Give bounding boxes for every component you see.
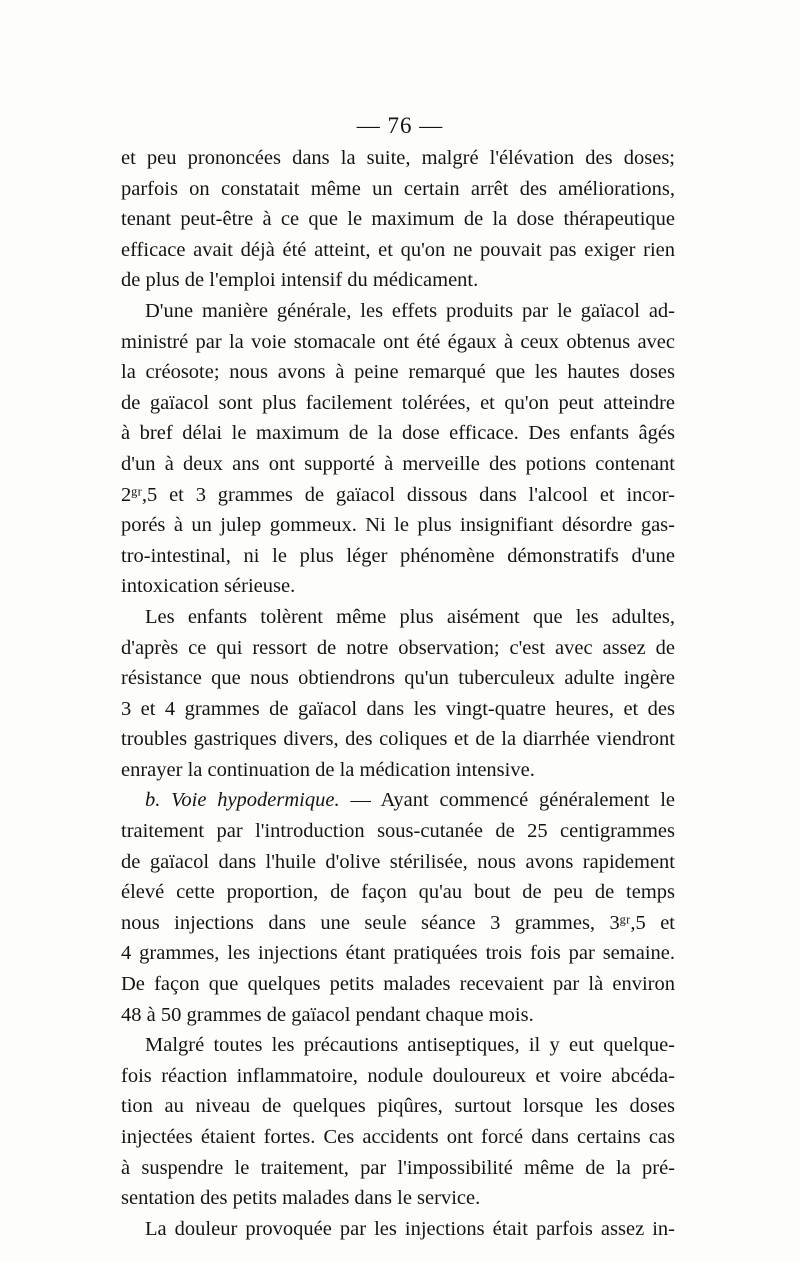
text-line: de gaïacol sont plus facilement tolérées, et qu'on peut atteindre — [121, 391, 675, 414]
text-line: à suspendre le traitement, par l'impossibilité même de la pré- — [121, 1156, 675, 1179]
text-line: Malgré toutes les précautions antiseptiques, il y eut quelque- — [145, 1034, 675, 1057]
text-line: fois réaction inflammatoire, nodule douloureux et voire abcéda- — [121, 1064, 675, 1087]
text-line: nous injections dans une seule séance 3 grammes, 3ᵍʳ,5 et — [121, 911, 675, 934]
text-line: Les enfants tolèrent même plus aisément que les adultes, — [145, 605, 675, 628]
text-line: la créosote; nous avons à peine remarqué que les hautes doses — [121, 361, 675, 384]
text-line: tion au niveau de quelques piqûres, surtout lorsque les doses — [121, 1095, 675, 1118]
text-line: troubles gastriques divers, des coliques et de la diarrhée viendront — [121, 728, 675, 751]
text-line: 3 et 4 grammes de gaïacol dans les vingt-quatre heures, et des — [121, 697, 675, 720]
text-line: tenant peut-être à ce que le maximum de la dose thérapeutique — [121, 208, 675, 231]
text-line: et peu prononcées dans la suite, malgré l'élévation des doses; — [121, 147, 675, 169]
text-line: La douleur provoquée par les injections était parfois assez in- — [145, 1217, 675, 1240]
text-line: 2ᵍʳ,5 et 3 grammes de gaïacol dissous dans l'alcool et incor- — [121, 483, 675, 506]
text-line: d'après ce qui ressort de notre observation; c'est avec assez de — [121, 636, 675, 659]
section-heading-line: b. Voie hypodermique. — Ayant commencé généralement le — [145, 789, 675, 812]
text-line: tro-intestinal, ni le plus léger phénomène démonstratifs d'une — [121, 544, 675, 567]
text-line: parfois on constatait même un certain arrêt des améliorations, — [121, 177, 675, 200]
text-line: traitement par l'introduction sous-cutanée de 25 centigrammes — [121, 820, 675, 843]
text-line: intoxication sérieuse. — [121, 575, 296, 598]
body-text — [121, 143, 675, 1244]
text-line: de plus de l'emploi intensif du médicament. — [121, 269, 479, 292]
text-line: porés à un julep gommeux. Ni le plus insignifiant désordre gas- — [121, 514, 675, 537]
text-line: injectées étaient fortes. Ces accidents ont forcé dans certains cas — [121, 1126, 675, 1148]
text-line: de gaïacol dans l'huile d'olive stérilisée, nous avons rapidement — [121, 850, 675, 873]
text-line: d'un à deux ans ont supporté à merveille des potions contenant — [121, 452, 675, 475]
text-line: 4 grammes, les injections étant pratiquées trois fois par semaine. — [121, 942, 675, 965]
text-line: efficace avait déjà été atteint, et qu'on ne pouvait pas exiger rien — [121, 238, 675, 261]
text-line: élevé cette proportion, de façon qu'au bout de peu de temps — [121, 881, 675, 904]
text-line: D'une manière générale, les effets produits par le gaïacol ad- — [145, 299, 675, 322]
text-line: résistance que nous obtiendrons qu'un tuberculeux adulte ingère — [121, 667, 675, 690]
text-line: ministré par la voie stomacale ont été égaux à ceux obtenus avec — [121, 330, 675, 353]
text-line: sentation des petits malades dans le service. — [121, 1187, 481, 1210]
page-number: — 76 — — [356, 113, 444, 138]
text-line: 48 à 50 grammes de gaïacol pendant chaque mois. — [121, 1003, 534, 1026]
text-line: à bref délai le maximum de la dose efficace. Des enfants âgés — [121, 422, 675, 445]
text-line: De façon que quelques petits malades recevaient par là environ — [121, 973, 675, 996]
text-line: enrayer la continuation de la médication intensive. — [121, 758, 535, 781]
